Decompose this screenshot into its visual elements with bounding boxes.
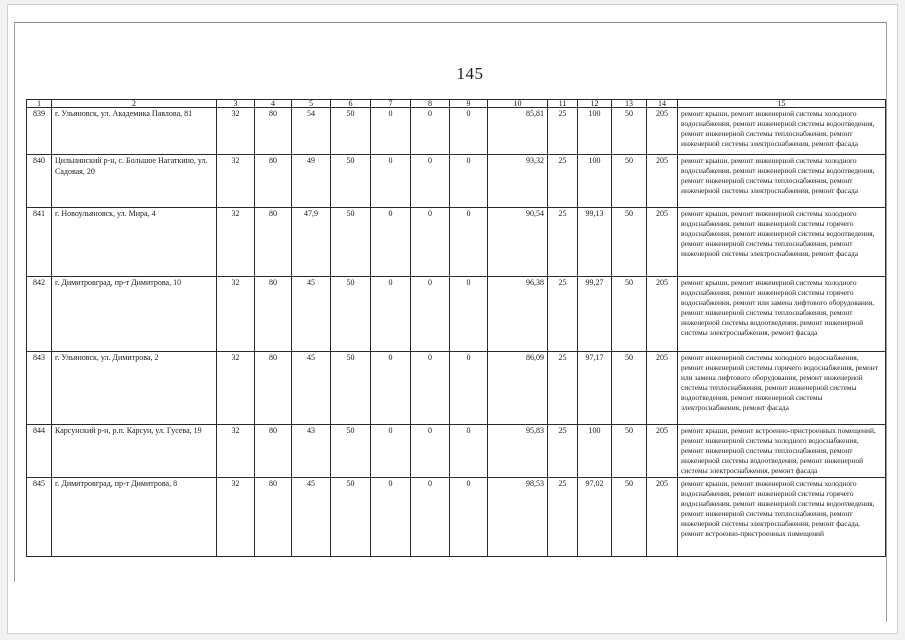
cell-value: 80 <box>255 478 292 557</box>
cell-value: 47,9 <box>292 208 331 277</box>
scan-frame-right <box>886 22 887 622</box>
cell-value: 205 <box>647 155 678 208</box>
scan-frame-top <box>14 22 887 23</box>
column-header: 4 <box>255 100 292 108</box>
scan-frame-left <box>14 22 15 582</box>
column-header: 7 <box>371 100 411 108</box>
cell-row-number: 841 <box>27 208 52 277</box>
column-header: 8 <box>411 100 450 108</box>
cell-value: 0 <box>371 277 411 352</box>
cell-address: Карсунский р-н, р.п. Карсун, ул. Гусева, 19 <box>52 425 217 478</box>
cell-value: 96,38 <box>488 277 548 352</box>
cell-value: 0 <box>450 478 488 557</box>
cell-value: 80 <box>255 108 292 155</box>
cell-value: 0 <box>371 155 411 208</box>
column-header: 6 <box>331 100 371 108</box>
cell-value: 50 <box>612 108 647 155</box>
cell-value: 205 <box>647 277 678 352</box>
cell-value: 80 <box>255 425 292 478</box>
cell-value: 0 <box>411 155 450 208</box>
cell-value: 205 <box>647 425 678 478</box>
cell-works-list: ремонт крыши, ремонт инженерной системы холодного водоснабжения, ремонт инженерной системы горячего водоснабжения, ремонт инженерной системы водоотведения, ремонт инженерной системы теплоснабжения, ремонт инженерной системы электроснабжения, ремонт фасада <box>678 208 886 277</box>
cell-value: 45 <box>292 277 331 352</box>
cell-value: 205 <box>647 352 678 425</box>
cell-value: 25 <box>548 208 578 277</box>
cell-value: 25 <box>548 155 578 208</box>
header-row <box>27 100 886 108</box>
cell-value: 32 <box>217 478 255 557</box>
cell-value: 25 <box>548 425 578 478</box>
table-row <box>27 208 886 277</box>
column-header: 15 <box>678 100 886 108</box>
cell-value: 80 <box>255 277 292 352</box>
column-header: 3 <box>217 100 255 108</box>
column-header: 2 <box>52 100 217 108</box>
cell-value: 0 <box>450 277 488 352</box>
cell-value: 80 <box>255 352 292 425</box>
cell-value: 0 <box>411 108 450 155</box>
cell-address: Цильнинский р-н, с. Большое Нагаткино, ул. Садовая, 20 <box>52 155 217 208</box>
page-number: 145 <box>456 64 484 83</box>
cell-value: 0 <box>450 425 488 478</box>
cell-value: 50 <box>612 208 647 277</box>
cell-value: 32 <box>217 277 255 352</box>
cell-works-list: ремонт крыши, ремонт инженерной системы холодного водоснабжения, ремонт инженерной системы водоотведения, ремонт инженерной системы теплоснабжения, ремонт инженерной системы электроснабжения, ремонт фасада <box>678 155 886 208</box>
cell-value: 0 <box>411 208 450 277</box>
cell-works-list: ремонт инженерной системы холодного водоснабжения, ремонт инженерной системы горячего водоснабжения, ремонт или замена лифтового оборудования, ремонт инженерной системы теплоснабжения, ремонт инженерной системы водоотведения, ремонт инженерной системы электроснабжения, ремонт фасада <box>678 352 886 425</box>
cell-row-number: 843 <box>27 352 52 425</box>
cell-value: 45 <box>292 352 331 425</box>
cell-value: 25 <box>548 352 578 425</box>
cell-row-number: 845 <box>27 478 52 557</box>
column-header: 9 <box>450 100 488 108</box>
cell-value: 100 <box>578 425 612 478</box>
column-header: 10 <box>488 100 548 108</box>
data-table <box>26 99 886 557</box>
cell-address: г. Ульяновск, ул. Димитрова, 2 <box>52 352 217 425</box>
column-header: 1 <box>27 100 52 108</box>
cell-value: 0 <box>371 425 411 478</box>
cell-value: 0 <box>371 352 411 425</box>
cell-value: 50 <box>331 352 371 425</box>
cell-value: 93,32 <box>488 155 548 208</box>
cell-value: 50 <box>331 425 371 478</box>
cell-value: 50 <box>331 277 371 352</box>
cell-row-number: 839 <box>27 108 52 155</box>
cell-value: 0 <box>411 478 450 557</box>
column-header: 5 <box>292 100 331 108</box>
cell-value: 0 <box>371 108 411 155</box>
cell-value: 32 <box>217 352 255 425</box>
cell-value: 45 <box>292 478 331 557</box>
cell-value: 0 <box>371 478 411 557</box>
column-header: 12 <box>578 100 612 108</box>
cell-value: 0 <box>450 155 488 208</box>
cell-value: 50 <box>612 478 647 557</box>
cell-value: 50 <box>331 208 371 277</box>
cell-value: 0 <box>411 425 450 478</box>
cell-value: 0 <box>371 208 411 277</box>
column-header: 14 <box>647 100 678 108</box>
cell-value: 50 <box>331 108 371 155</box>
cell-value: 32 <box>217 425 255 478</box>
cell-value: 80 <box>255 155 292 208</box>
cell-value: 205 <box>647 478 678 557</box>
cell-value: 80 <box>255 208 292 277</box>
cell-value: 25 <box>548 277 578 352</box>
cell-value: 205 <box>647 208 678 277</box>
table-row <box>27 108 886 155</box>
cell-address: г. Ульяновск, ул. Академика Павлова, 81 <box>52 108 217 155</box>
cell-address: г. Димитровград, пр-т Димитрова, 10 <box>52 277 217 352</box>
cell-value: 97,02 <box>578 478 612 557</box>
cell-value: 99,27 <box>578 277 612 352</box>
cell-row-number: 840 <box>27 155 52 208</box>
cell-works-list: ремонт крыши, ремонт инженерной системы холодного водоснабжения, ремонт инженерной системы горячего водоснабжения, ремонт или замена лифтового оборудования, ремонт инженерной системы теплоснабжения, ремонт инженерной системы водоотведения, ремонт инженерной системы электроснабжения, ремонт фасада <box>678 277 886 352</box>
cell-value: 0 <box>450 108 488 155</box>
cell-value: 95,83 <box>488 425 548 478</box>
cell-value: 25 <box>548 108 578 155</box>
cell-row-number: 842 <box>27 277 52 352</box>
cell-value: 100 <box>578 108 612 155</box>
cell-value: 50 <box>331 155 371 208</box>
cell-value: 97,17 <box>578 352 612 425</box>
column-header: 11 <box>548 100 578 108</box>
cell-value: 32 <box>217 155 255 208</box>
table-row <box>27 155 886 208</box>
cell-value: 25 <box>548 478 578 557</box>
cell-value: 98,53 <box>488 478 548 557</box>
table-row <box>27 425 886 478</box>
cell-value: 0 <box>450 208 488 277</box>
cell-value: 50 <box>612 155 647 208</box>
cell-value: 0 <box>411 277 450 352</box>
cell-works-list: ремонт крыши, ремонт встроенно-пристроенных помещений, ремонт инженерной системы холодного водоснабжения, ремонт инженерной системы теплоснабжения, ремонт инженерной системы водоотведения, ремонт инженерной системы электроснабжения, ремонт фасада <box>678 425 886 478</box>
cell-works-list: ремонт крыши, ремонт инженерной системы холодного водоснабжения, ремонт инженерной системы горячего водоснабжения, ремонт инженерной системы водоотведения, ремонт инженерной системы теплоснабжения, ремонт инженерной системы электроснабжения, ремонт фасада, ремонт встроенно-пристроенных помещений <box>678 478 886 557</box>
cell-value: 50 <box>612 352 647 425</box>
cell-value: 50 <box>331 478 371 557</box>
cell-value: 43 <box>292 425 331 478</box>
cell-value: 205 <box>647 108 678 155</box>
cell-value: 32 <box>217 208 255 277</box>
table-row <box>27 352 886 425</box>
cell-value: 90,54 <box>488 208 548 277</box>
table-row <box>27 277 886 352</box>
cell-value: 49 <box>292 155 331 208</box>
cell-value: 100 <box>578 155 612 208</box>
column-header: 13 <box>612 100 647 108</box>
cell-value: 0 <box>450 352 488 425</box>
cell-address: г. Димитровград, пр-т Димитрова, 8 <box>52 478 217 557</box>
cell-value: 85,81 <box>488 108 548 155</box>
cell-address: г. Новоульяновск, ул. Мира, 4 <box>52 208 217 277</box>
cell-row-number: 844 <box>27 425 52 478</box>
cell-works-list: ремонт крыши, ремонт инженерной системы холодного водоснабжения, ремонт инженерной системы водоотведения, ремонт инженерной системы теплоснабжения, ремонт инженерной системы электроснабжения, ремонт фасада <box>678 108 886 155</box>
cell-value: 50 <box>612 425 647 478</box>
cell-value: 0 <box>411 352 450 425</box>
cell-value: 32 <box>217 108 255 155</box>
cell-value: 86,09 <box>488 352 548 425</box>
table-row <box>27 478 886 557</box>
cell-value: 54 <box>292 108 331 155</box>
cell-value: 99,13 <box>578 208 612 277</box>
cell-value: 50 <box>612 277 647 352</box>
